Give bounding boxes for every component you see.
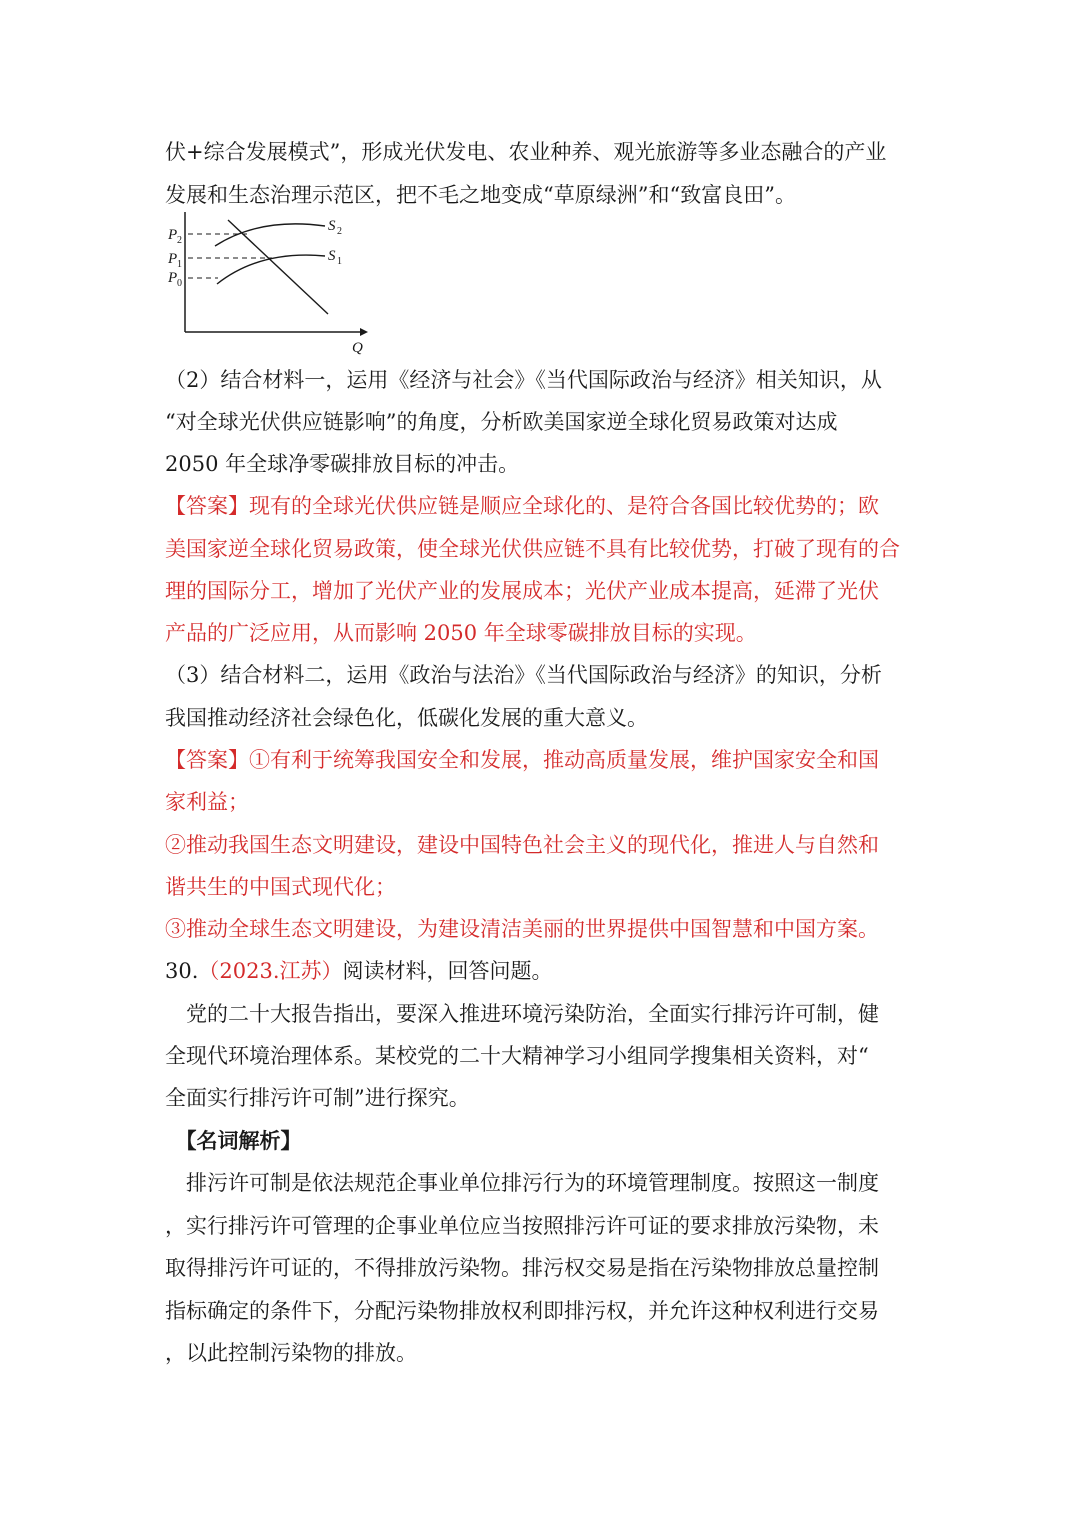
material-line: 全现代环境治理体系。某校党的二十大精神学习小组同学搜集相关资料，对“ [165, 1044, 869, 1068]
question-prompt: 阅读材料，回答问题。 [342, 959, 553, 983]
supply-demand-graph [160, 212, 380, 362]
question-2-line: 2050 年全球净零碳排放目标的冲击。 [165, 452, 520, 476]
question-3-line: （3）结合材料二，运用《政治与法治》《当代国际政治与经济》的知识，分析 [165, 663, 882, 687]
answer-2-line: 【答案】现有的全球光伏供应链是顺应全球化的、是符合各国比较优势的；欧 [165, 494, 879, 518]
material-line: 全面实行排污许可制”进行探究。 [165, 1086, 470, 1110]
answer-3-line: ③推动全球生态文明建设，为建设清洁美丽的世界提供中国智慧和中国方案。 [165, 917, 879, 941]
material-line: 党的二十大报告指出，要深入推进环境污染防治，全面实行排污许可制，健 [165, 1002, 879, 1026]
demand-line [228, 220, 328, 314]
p0-subscript: 0 [177, 278, 182, 289]
s2-subscript: 2 [337, 226, 342, 237]
answer-3-line: ②推动我国生态文明建设，建设中国特色社会主义的现代化，推进人与自然和 [165, 833, 879, 857]
question-3-line: 我国推动经济社会绿色化，低碳化发展的重大意义。 [165, 706, 648, 730]
answer-2-line: 理的国际分工，增加了光伏产业的发展成本；光伏产业成本提高，延滞了光伏 [165, 579, 879, 603]
p1-label: P [168, 251, 178, 267]
term-line: 排污许可制是依法规范企事业单位排污行为的环境管理制度。按照这一制度 [165, 1171, 879, 1195]
term-section-title: 【名词解析】 [165, 1128, 302, 1153]
question-2-line: “对全球光伏供应链影响”的角度，分析欧美国家逆全球化贸易政策对达成 [165, 410, 838, 434]
p2-subscript: 2 [177, 235, 182, 246]
question-30-heading [165, 956, 553, 986]
term-line: ，实行排污许可管理的企事业单位应当按照排污许可证的要求排放污染物，未 [165, 1214, 879, 1238]
s2-curve [215, 224, 325, 246]
question-number: 30. [165, 959, 199, 983]
s2-label: S [328, 218, 336, 234]
answer-3-line: 家利益； [165, 790, 249, 814]
s1-subscript: 1 [337, 256, 342, 267]
text-line: 伏+综合发展模式”，形成光伏发电、农业种养、观光旅游等多业态融合的产业 [165, 140, 887, 164]
question-source: （2023.江苏） [198, 959, 343, 983]
p1-subscript: 1 [177, 259, 182, 270]
answer-2-line: 美国家逆全球化贸易政策，使全球光伏供应链不具有比较优势，打破了现有的合 [165, 537, 900, 561]
term-line: 指标确定的条件下，分配污染物排放权利即排污权，并允许这种权利进行交易 [165, 1299, 879, 1323]
answer-3-line: 【答案】①有利于统筹我国安全和发展，推动高质量发展，维护国家安全和国 [165, 748, 879, 772]
text-line: 发展和生态治理示范区，把不毛之地变成“草原绿洲”和“致富良田”。 [165, 183, 796, 207]
answer-3-line: 谐共生的中国式现代化； [165, 875, 396, 899]
term-line: ，以此控制污染物的排放。 [165, 1341, 417, 1365]
p2-label: P [168, 227, 178, 243]
x-axis-arrow [360, 328, 368, 336]
answer-2-line: 产品的广泛应用，从而影响 2050 年全球零碳排放目标的实现。 [165, 621, 757, 645]
question-2-line: （2）结合材料一，运用《经济与社会》《当代国际政治与经济》相关知识，从 [165, 368, 882, 392]
p0-label: P [168, 270, 178, 286]
q-label: Q [352, 340, 363, 356]
s1-curve [217, 255, 325, 284]
term-line: 取得排污许可证的，不得排放污染物。排污权交易是指在污染物排放总量控制 [165, 1256, 879, 1280]
s1-label: S [328, 248, 336, 264]
